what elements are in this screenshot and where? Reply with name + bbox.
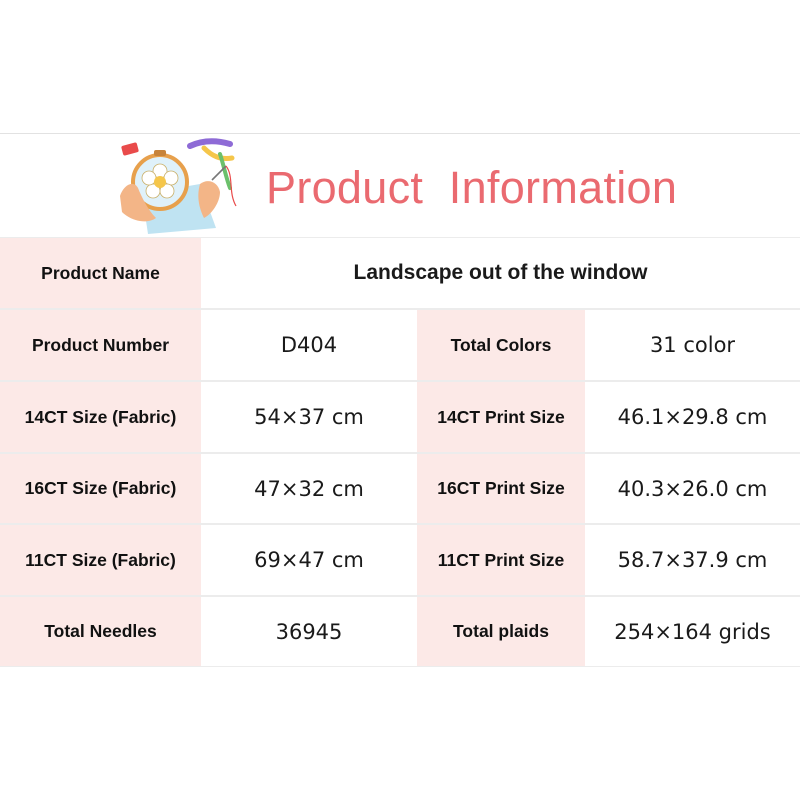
label-14ct-fabric-size: 14CT Size (Fabric) [0,381,201,453]
value-14ct-print-size: 46.1×29.8 cm [585,381,800,453]
value-total-plaids: 254×164 grids [585,596,800,667]
value-total-needles: 36945 [201,596,417,667]
label-total-needles: Total Needles [0,596,201,667]
page-title: Product Information [266,162,678,213]
label-product-number: Product Number [0,309,201,381]
value-14ct-fabric-size: 54×37 cm [201,381,417,453]
label-11ct-print-size: 11CT Print Size [417,524,585,596]
value-16ct-fabric-size: 47×32 cm [201,453,417,524]
table-row [0,524,800,596]
product-info-card [0,133,800,667]
label-16ct-print-size: 16CT Print Size [417,453,585,524]
value-11ct-fabric-size: 69×47 cm [201,524,417,596]
label-product-name: Product Name [0,237,201,309]
label-total-colors: Total Colors [417,309,585,381]
label-total-plaids: Total plaids [417,596,585,667]
info-table [0,237,800,667]
value-product-name: Landscape out of the window [201,237,800,309]
table-row [0,309,800,381]
header [0,133,800,237]
embroidery-hoop-icon [108,136,248,236]
label-14ct-print-size: 14CT Print Size [417,381,585,453]
table-row [0,237,800,309]
table-row [0,453,800,524]
value-16ct-print-size: 40.3×26.0 cm [585,453,800,524]
label-11ct-fabric-size: 11CT Size (Fabric) [0,524,201,596]
value-product-number: D404 [201,309,417,381]
label-16ct-fabric-size: 16CT Size (Fabric) [0,453,201,524]
value-11ct-print-size: 58.7×37.9 cm [585,524,800,596]
value-total-colors: 31 color [585,309,800,381]
table-row [0,381,800,453]
table-row [0,596,800,667]
